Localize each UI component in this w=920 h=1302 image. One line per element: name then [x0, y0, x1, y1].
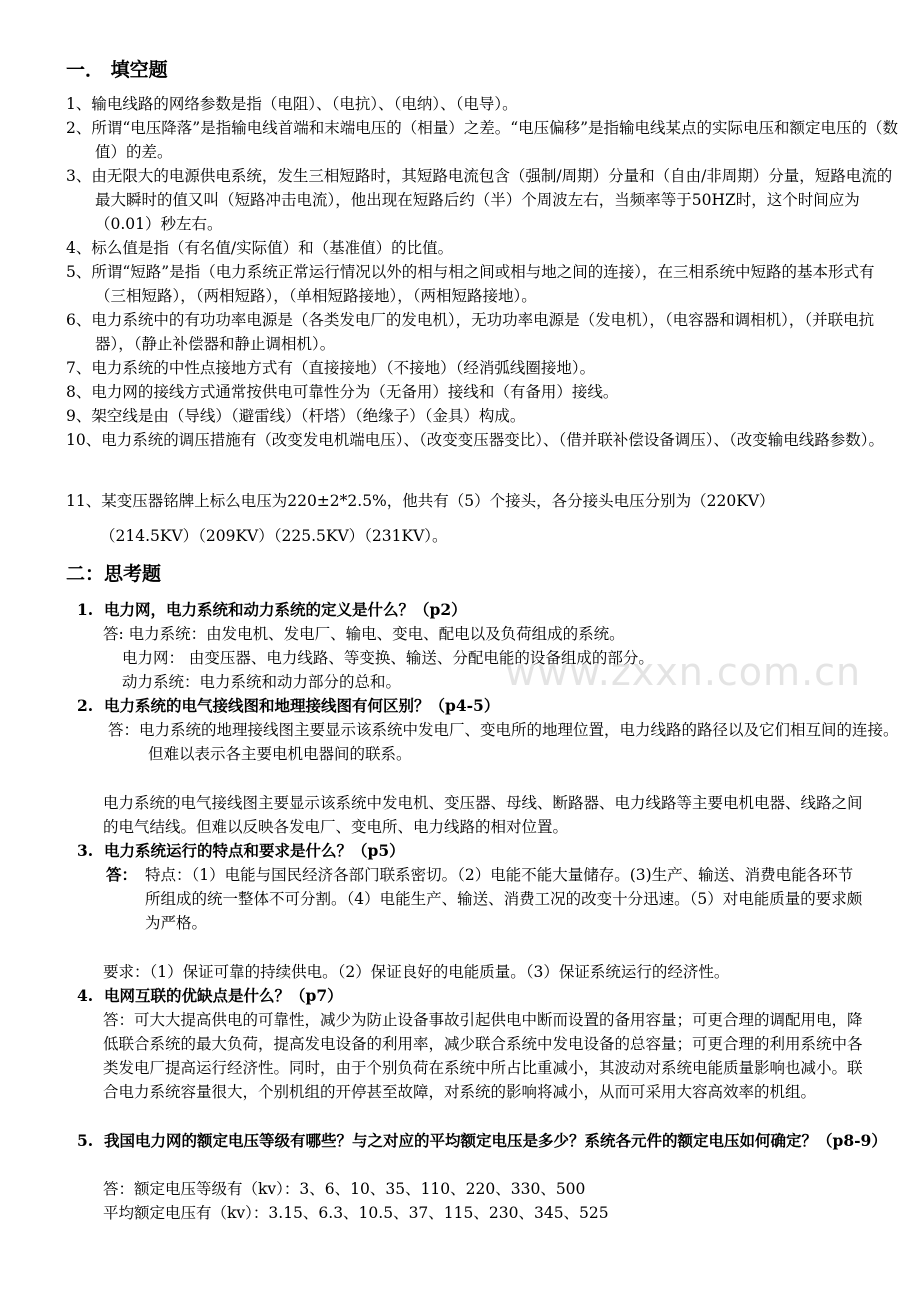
question-number: 5. [77, 1131, 94, 1150]
answer-paragraph: 答：电力系统的地理接线图主要显示该系统中发电厂、变电所的地理位置，电力线路的路径以及它们相互间的连接。但难以表示各主要电机电器间的联系。 [108, 721, 899, 763]
question-text: 我国电力网的额定电压等级有哪些？与之对应的平均额定电压是多少？系统各元件的额定电压如何确定？（p8-9） [104, 1131, 887, 1150]
question-number: 1. [77, 600, 94, 619]
list-item: 7、电力系统的中性点接地方式有（直接接地）（不接地）（经消弧线圈接地）。 [66, 359, 596, 377]
answer-label: 答： [106, 865, 138, 884]
answer-line: 电力网： 由变压器、电力线路、等变换、输送、分配电能的设备组成的部分。 [122, 649, 654, 667]
question-number: 4. [77, 986, 94, 1005]
list-item: 8、电力网的接线方式通常按供电可靠性分为（无备用）接线和（有备用）接线。 [66, 383, 619, 401]
section-title-fill-in: 一． 填空题 [66, 59, 168, 81]
list-item: 6、电力系统中的有功功率电源是（各类发电厂的发电机），无功功率电源是（发电机），（电容器和调相机），（并联电抗器），（静止补偿器和静止调相机）。 [66, 311, 875, 353]
answer-line: 动力系统：电力系统和动力部分的总和。 [122, 673, 402, 691]
list-item: 9、架空线是由（导线）（避雷线）（杆塔）（绝缘子）（金具）构成。 [66, 407, 526, 425]
answer-paragraph: 要求：（1）保证可靠的持续供电。（2）保证良好的电能质量。（3）保证系统运行的经济性。 [103, 963, 730, 981]
list-item: 3、由无限大的电源供电系统，发生三相短路时，其短路电流包含（强制/周期）分量和（自由/非周期）分量，短路电流的最大瞬时的值又叫（短路冲击电流），他出现在短路后约（半）个周波左右，当频率等于50HZ时，这个时间应为（0.01）秒左右。 [66, 167, 893, 233]
question-4 [77, 984, 904, 1008]
answer-line: 答：额定电压等级有（kv）：3、6、10、35、110、220、330、500 [103, 1180, 586, 1198]
list-item: 5、所谓“短路”是指（电力系统正常运行情况以外的相与相之间或相与地之间的连接），在三相系统中短路的基本形式有（三相短路），（两相短路），（单相短路接地），（两相短路接地）。 [66, 263, 875, 305]
question-1 [77, 598, 904, 622]
answer-paragraph: 答：可大大提高供电的可靠性，减少为防止设备事故引起供电中断而设置的备用容量；可更合理的调配用电，降低联合系统的最大负荷，提高发电设备的利用率，减少联合系统中发电设备的总容量；可更合理的利用系统中各类发电厂提高运行经济性。同时，由于个别负荷在系统中所占比重减小，其波动对系统电能质量影响也减小。联合电力系统容量很大，个别机组的开停甚至故障，对系统的影响将减小，从而可采用大容高效率的机组。 [103, 1011, 863, 1101]
question-number: 2. [77, 696, 94, 715]
answer-paragraph: 电力系统的电气接线图主要显示该系统中发电机、变压器、母线、断路器、电力线路等主要电机电器、线路之间的电气结线。但难以反映各发电厂、变电所、电力线路的相对位置。 [103, 794, 863, 836]
question-5 [77, 1129, 904, 1153]
list-item-continuation: （214.5KV）（209KV）（225.5KV）（231KV）。 [100, 527, 448, 545]
list-item: 10、电力系统的调压措施有（改变发电机端电压）、（改变变压器变比）、（借并联补偿设备调压）、（改变输电线路参数）。 [66, 431, 884, 449]
list-item: 4、标么值是指（有名值/实际值）和（基准值）的比值。 [66, 239, 454, 257]
question-text: 电力网，电力系统和动力系统的定义是什么？（p2） [104, 600, 467, 619]
question-text: 电网互联的优缺点是什么？（p7） [104, 986, 343, 1005]
watermark: www.zxxn.com.cn [505, 650, 862, 694]
answer-paragraph: 特点：（1）电能与国民经济各部门联系密切。（2）电能不能大量储存。(3)生产、输送、消费电能各环节所组成的统一整体不可分割。（4）电能生产、输送、消费工况的改变十分迅速。（5）对电能质量的要求颇为严格。 [145, 866, 863, 932]
question-2 [77, 694, 904, 718]
question-text: 电力系统的电气接线图和地理接线图有何区别？（p4-5） [104, 696, 500, 715]
question-3 [77, 839, 904, 863]
question-number: 3. [77, 841, 94, 860]
answer-line: 平均额定电压有（kv）：3.15、6.3、10.5、37、115、230、345、525 [103, 1204, 609, 1222]
answer-line: 答: 电力系统：由发电机、发电厂、输电、变电、配电以及负荷组成的系统。 [103, 625, 625, 643]
list-item: 2、所谓“电压降落”是指输电线首端和末端电压的（相量）之差。“电压偏移”是指输电线某点的实际电压和额定电压的（数值）的差。 [66, 119, 899, 161]
list-item: 1、输电线路的网络参数是指（电阻）、（电抗）、（电纳）、（电导）。 [66, 95, 518, 113]
question-text: 电力系统运行的特点和要求是什么？（p5） [104, 841, 405, 860]
section-title-questions: 二：思考题 [66, 563, 162, 585]
list-item: 11、某变压器铭牌上标么电压为220±2*2.5%，他共有（5）个接头，各分接头电压分别为（220KV） [66, 492, 775, 510]
